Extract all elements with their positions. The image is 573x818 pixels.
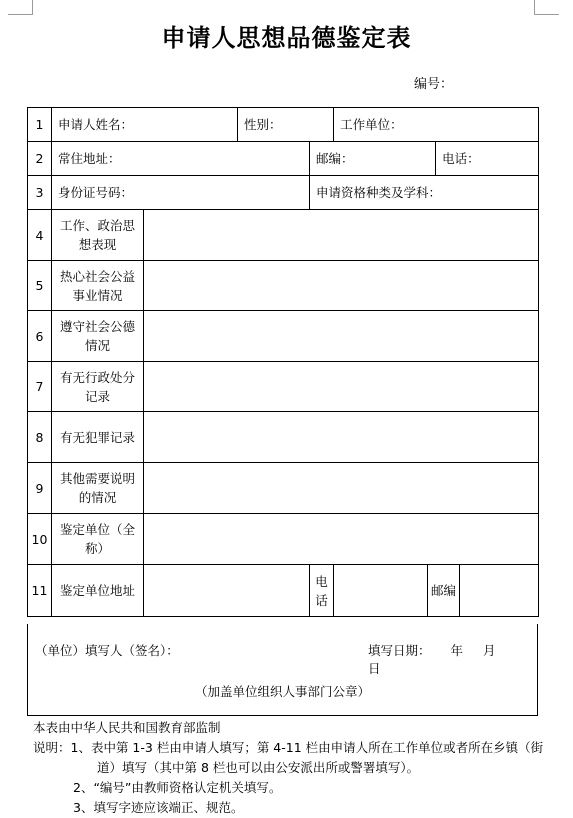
residence-address-field[interactable]: 常住地址： <box>52 142 310 176</box>
form-row-10 <box>28 514 539 565</box>
row-number: 6 <box>28 311 52 362</box>
instruction-2: 2、“编号”由教师资格认定机关填写。 <box>73 780 282 795</box>
row-label: 有无行政处分记录 <box>52 362 144 412</box>
row-number: 5 <box>28 261 52 311</box>
other-remarks-field[interactable] <box>144 463 539 514</box>
form-row-4 <box>28 210 539 261</box>
form-row-1 <box>28 108 539 142</box>
gender-field[interactable]: 性别： <box>238 108 334 142</box>
row-label: 其他需要说明的情况 <box>52 463 144 514</box>
form-row-7 <box>28 362 539 412</box>
row-label: 遵守社会公德情况 <box>52 311 144 362</box>
serial-number-label: 编号： <box>414 77 454 92</box>
form-row-2 <box>28 142 539 176</box>
row-label: 热心社会公益事业情况 <box>52 261 144 311</box>
postcode-label: 邮编 <box>428 565 460 617</box>
appraising-unit-postcode-field[interactable] <box>460 565 539 617</box>
phone-label: 电话 <box>310 565 334 617</box>
appraising-unit-field[interactable] <box>144 514 539 565</box>
appraising-unit-address-field[interactable] <box>144 565 310 617</box>
form-row-8 <box>28 412 539 463</box>
appraisal-form-table <box>27 107 539 617</box>
page-corner-mark-right <box>534 0 559 15</box>
row-number: 11 <box>28 565 52 617</box>
row-number: 4 <box>28 210 52 261</box>
page-corner-mark-left <box>8 0 33 15</box>
administrative-penalty-field[interactable] <box>144 362 539 412</box>
row-label: 工作、政治思想表现 <box>52 210 144 261</box>
form-row-3 <box>28 176 539 210</box>
appraising-unit-phone-field[interactable] <box>334 565 428 617</box>
instruction-3: 3、填写字迹应该端正、规范。 <box>73 800 244 815</box>
instruction-1: 说明：1、表中第 1-3 栏由申请人填写；第 4-11 栏由申请人所在工作单位或者所在乡镇（街 <box>33 740 544 755</box>
postcode-field[interactable]: 邮编： <box>310 142 436 176</box>
form-row-11 <box>28 565 539 617</box>
social-ethics-field[interactable] <box>144 311 539 362</box>
form-row-6 <box>28 311 539 362</box>
filler-signature-field[interactable]: （单位）填写人（签名）： <box>35 643 179 658</box>
work-political-performance-field[interactable] <box>144 210 539 261</box>
instruction-1-continued: 道）填写（其中第 8 栏也可以由公安派出所或警署填写）。 <box>97 760 420 775</box>
applicant-name-field[interactable]: 申请人姓名： <box>52 108 238 142</box>
row-number: 2 <box>28 142 52 176</box>
date-month[interactable]: 月 <box>483 643 496 658</box>
public-welfare-field[interactable] <box>144 261 539 311</box>
row-label: 鉴定单位（全称） <box>52 514 144 565</box>
row-number: 1 <box>28 108 52 142</box>
row-label: 有无犯罪记录 <box>52 412 144 463</box>
employer-field[interactable]: 工作单位： <box>334 108 539 142</box>
id-number-field[interactable]: 身份证号码： <box>52 176 310 210</box>
row-number: 3 <box>28 176 52 210</box>
signature-section <box>27 624 538 716</box>
qualification-subject-field[interactable]: 申请资格种类及学科： <box>310 176 539 210</box>
criminal-record-field[interactable] <box>144 412 539 463</box>
date-day[interactable]: 日 <box>368 661 381 676</box>
official-seal-note: （加盖单位组织人事部门公章） <box>194 684 370 699</box>
document-title: 申请人思想品德鉴定表 <box>161 23 412 52</box>
row-number: 8 <box>28 412 52 463</box>
fill-date-label: 填写日期： <box>368 643 431 658</box>
fill-date <box>368 641 537 677</box>
date-year[interactable]: 年 <box>450 643 464 658</box>
form-row-5 <box>28 261 539 311</box>
phone-field[interactable]: 电话： <box>436 142 539 176</box>
row-label: 鉴定单位地址 <box>52 565 144 617</box>
form-row-9 <box>28 463 539 514</box>
supervision-note: 本表由中华人民共和国教育部监制 <box>33 720 221 735</box>
row-number: 7 <box>28 362 52 412</box>
row-number: 9 <box>28 463 52 514</box>
row-number: 10 <box>28 514 52 565</box>
